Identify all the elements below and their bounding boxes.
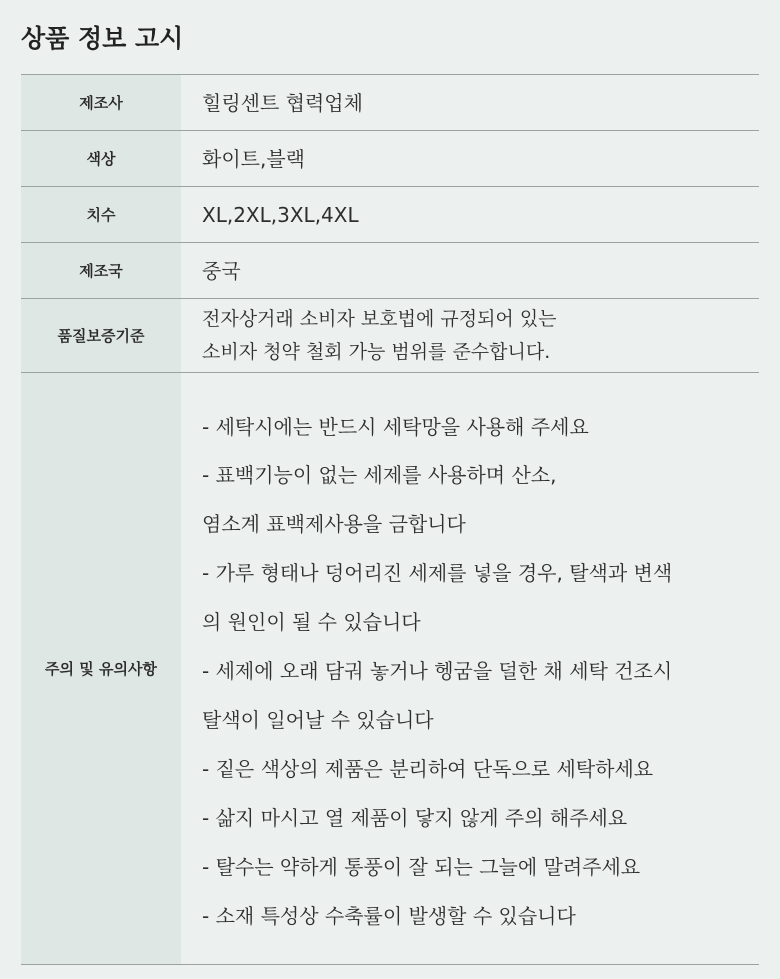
table-row-size (21, 187, 759, 243)
row-value: 화이트,블랙 (181, 131, 759, 187)
row-label: 주의 및 유의사항 (21, 373, 181, 965)
row-value: 힐링센트 협력업체 (181, 75, 759, 131)
table-row-color (21, 131, 759, 187)
row-value: 중국 (181, 243, 759, 299)
table-row-quality-standard (21, 299, 759, 373)
caution-item: - 소재 특성상 수축률이 발생할 수 있습니다 (202, 903, 576, 928)
caution-item: - 삶지 마시고 열 제품이 닿지 않게 주의 해주세요 (202, 805, 628, 830)
caution-item: - 표백기능이 없는 세제를 사용하며 산소, 염소계 표백제사용을 금합니다 (202, 463, 557, 537)
row-label: 제조사 (21, 75, 181, 131)
table-row-caution (21, 373, 759, 965)
row-label: 색상 (21, 131, 181, 187)
product-info-table (21, 74, 759, 965)
row-value: XL,2XL,3XL,4XL (181, 187, 759, 243)
row-label: 치수 (21, 187, 181, 243)
table-row-manufacturer (21, 75, 759, 131)
caution-item: - 탈수는 약하게 통풍이 잘 되는 그늘에 말려주세요 (202, 854, 641, 879)
table-row-origin (21, 243, 759, 299)
row-label: 품질보증기준 (21, 299, 181, 373)
caution-item: - 세제에 오래 담궈 놓거나 헹굼을 덜한 채 세탁 건조시 탈색이 일어날 수 있습니다 (202, 659, 673, 732)
row-value: 전자상거래 소비자 보호법에 규정되어 있는 소비자 청약 철회 가능 범위를 준수합니다. (181, 299, 759, 373)
caution-list (202, 403, 759, 941)
caution-item: - 가루 형태나 덩어리진 세제를 넣을 경우, 탈색과 변색 의 원인이 될 수 있습니다 (202, 561, 673, 635)
page-title: 상품 정보 고시 (21, 24, 184, 53)
caution-item: - 짙은 색상의 제품은 분리하여 단독으로 세탁하세요 (202, 756, 654, 781)
row-label: 제조국 (21, 243, 181, 299)
caution-cell (181, 373, 759, 965)
caution-item: - 세탁시에는 반드시 세탁망을 사용해 주세요 (202, 414, 589, 439)
